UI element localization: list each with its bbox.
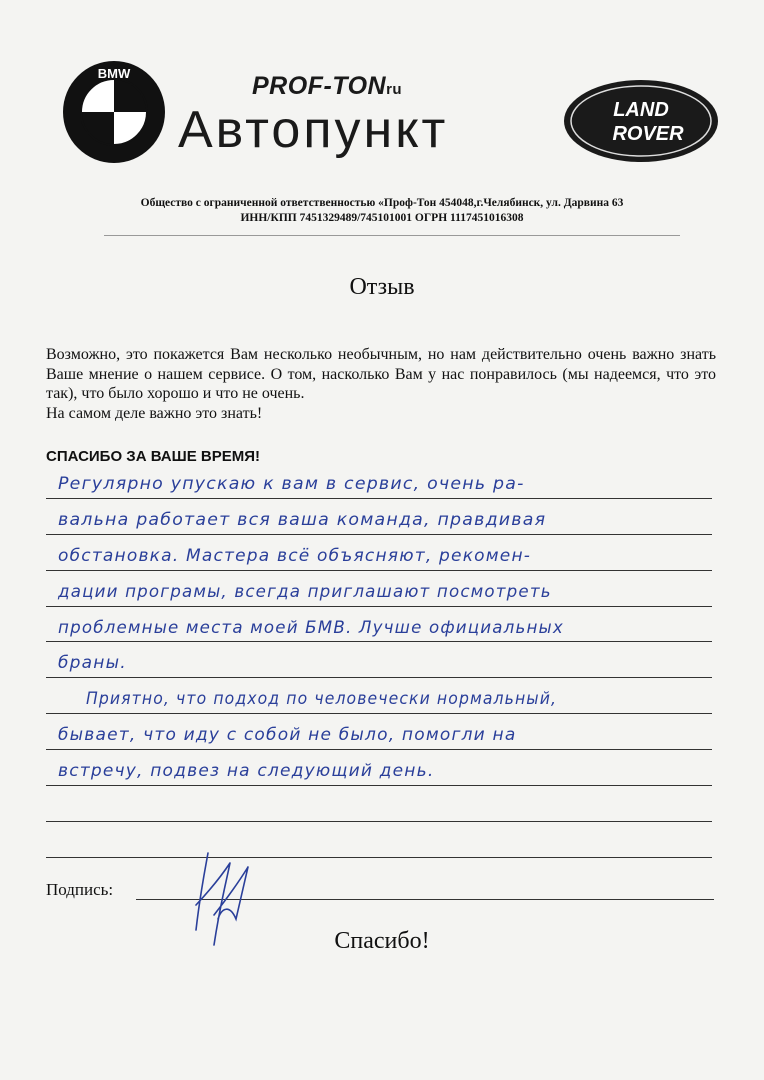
brand-wordmark-small: PROF-TONru (252, 72, 403, 100)
ruled-line (46, 713, 712, 714)
bmw-logo-text: BMW (97, 66, 131, 81)
ruled-line (46, 606, 712, 607)
handwritten-line: обстановка. Мастера всё объясняют, рекомен- (58, 546, 532, 566)
handwritten-line: вальна работает вся ваша команда, правдивая (58, 510, 547, 530)
ruled-line (46, 749, 712, 750)
ruled-line (46, 785, 712, 786)
ruled-line (46, 534, 712, 535)
bmw-logo (62, 60, 166, 164)
handwritten-line: дации програмы, всегда приглашают посмотреть (58, 582, 552, 602)
ruled-line (46, 857, 712, 858)
organization-details (0, 196, 764, 226)
brand-wordmark: Автопункт (178, 101, 449, 159)
ruled-line (46, 821, 712, 822)
page-title: Отзыв (349, 274, 415, 300)
intro-paragraph: Возможно, это покажется Вам несколько необычным, но нам действительно очень важно знать Ваше мнение о нашем сервисе. О том, насколько Вам у нас понравилось (мы надеемся, что это так), что было хорошо и что не очень. (46, 346, 716, 402)
ruled-line (46, 570, 712, 571)
intro-last-line: На самом деле важно это знать! (46, 404, 263, 422)
handwritten-line: проблемные места моей БМВ. Лучше официальных (58, 618, 564, 638)
intro-text (46, 345, 716, 423)
land-rover-logo (562, 78, 720, 164)
svg-text:LAND: LAND (613, 99, 669, 121)
handwritten-line: бывает, что иду с собой не было, помогли на (58, 725, 517, 745)
thanks-heading: СПАСИБО ЗА ВАШЕ ВРЕМЯ! (46, 448, 260, 465)
header-divider (104, 235, 680, 236)
handwritten-line: браны. (58, 653, 127, 673)
organization-line-2: ИНН/КПП 7451329489/745101001 ОГРН 1117451016308 (240, 212, 524, 224)
ruled-line (46, 498, 712, 499)
handwritten-line: Приятно, что подход по человечески нормальный, (86, 689, 558, 709)
ruled-line (46, 641, 712, 642)
handwritten-line: Регулярно упускаю к вам в сервис, очень ра- (58, 474, 525, 494)
ruled-line (46, 677, 712, 678)
closing-thanks: Спасибо! (334, 928, 430, 954)
signature-label: Подпись: (46, 880, 114, 899)
organization-line-1: Общество с ограниченной ответственностью «Проф-Тон 454048,г.Челябинск, ул. Дарвина 63 (140, 197, 624, 209)
handwritten-line: встречу, подвез на следующий день. (58, 761, 435, 781)
svg-text:ROVER: ROVER (612, 123, 684, 145)
